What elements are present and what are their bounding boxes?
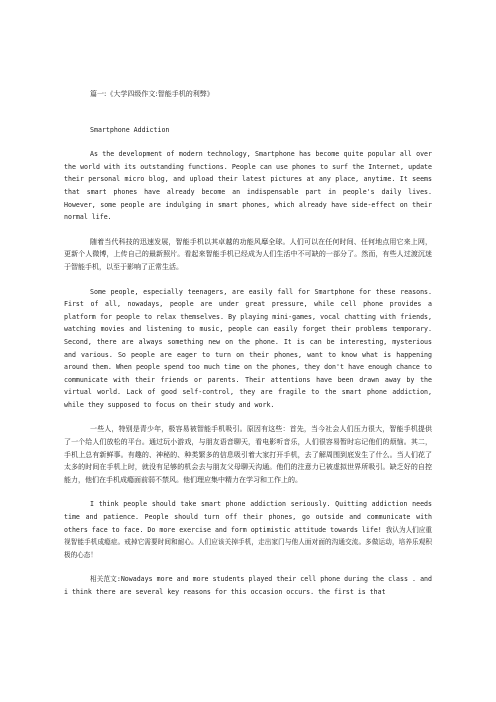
paragraph-english-2: Some people, especially teenagers, are easily fall for Smartphone for these reasons. First of all, nowadays, people are under great pressure, while cell phone provides a platform for people to relax themselves. By playing mini-games, vocal chatting with friends, watching movies and listening to music, people can easily forget their problems temporary. Second, there are always something new on the phone. It is can be interesting, mysterious and various. So people are eager to turn on their phones, want to know what is happening around them. When people spend too much time on the phones, they don't have enough chance to communicate with their friends or parents. Their attentions have been drawn away by the virtual world. Lack of good self-control, they are fragile to the smart phone addiction, while they supposed to focus on their study and work. [64,287,432,409]
paragraph-chinese-2: 一些人，特别是青少年，极容易被智能手机吸引。原因有这些：首先，当今社会人们压力很大，智能手机提供了一个给人们放松的平台。通过玩小游戏，与朋友语音聊天，看电影听音乐，人们很容易暂时忘记他们的烦恼。其二，手机上总有新鲜事。有趣的、神秘的、种类繁多的信息吸引着大家打开手机，去了解周围到底发生了什么。当人们花了太多的时间在手机上时，就没有足够的机会去与朋友父母聊天沟通。他们的注意力已被虚拟世界所吸引。缺乏好的自控能力，他们在手机成瘾面前弱不禁风。他们理应集中精力在学习和工作上的。 [64,425,432,484]
paragraph-chinese-1: 随着当代科技的迅速发展，智能手机以其卓越的功能风靡全球。人们可以在任何时间、任何地点用它来上网，更新个人微博，上传自己的最新照片。看起来智能手机已经成为人们生活中不可缺的一部分了。然而，有些人过渡沉迷于智能手机，以至于影响了正常生活。 [64,237,432,271]
document-title: 篇一:《大学四级作文:智能手机的利弊》 [90,90,214,98]
related-essay-paragraph: 相关范文:Nowadays more and more students played their cell phone during the class . and i think there are several key reasons for this occasion occurs. the first is that [64,575,432,596]
essay-subtitle: Smartphone Addiction [90,125,170,134]
paragraph-mixed-conclusion: I think people should take smart phone addiction seriously. Quitting addiction needs time and patience. People should turn off their phones, go outside and communicate with others face to face. Do more exercise and form optimistic attitude towards life! 我认为人们应重视智能手机成瘾症。戒掉它需要时间和耐心。人们应该关掉手机，走出家门与他人面对面的沟通交流。多做运动，培养乐观积极的心态！ [64,500,432,559]
paragraph-english-1: As the development of modern technology, Smartphone has become quite popular all over the world with its outstanding functions. People can use phones to surf the Internet, update their personal micro blog, and upload their latest pictures at any place, anytime. It seems that smart phones have already become an indispensable part in people's daily lives. However, some people are indulging in smart phones, which already have side-effect on their normal life. [64,150,432,222]
text-column [64,88,432,599]
